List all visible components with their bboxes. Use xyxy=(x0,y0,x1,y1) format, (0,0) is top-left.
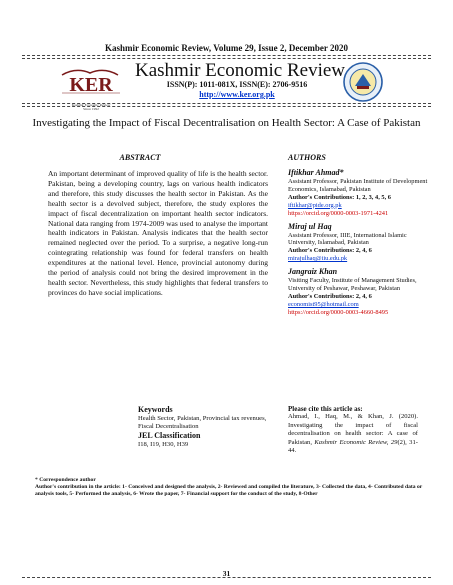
masthead-divider xyxy=(22,106,431,107)
keywords-section xyxy=(138,405,268,450)
contribution-note: Author's contribution in the article: 1- Conceived and designed the analysis, 2- Reviewed and compiled the literature, 3- Collected the data, 4- Contributed data or analysis tools, 5- Performed the analysis, 6- Wrote the paper, 7- Financial support for the conduct of the study, 8-Other xyxy=(35,484,423,498)
author-affiliation: Assistant Professor, Pakistan Institute of Development Economics, Islamabad, Pakistan xyxy=(288,178,428,193)
citation-text xyxy=(288,413,418,455)
logo-subtitle: Kashmir Economic Review xyxy=(71,103,111,107)
author-entry xyxy=(288,168,428,218)
seal-icon xyxy=(343,62,383,102)
keywords-text: Health Sector, Pakistan, Provincial tax revenues, Fiscal Decentralisation xyxy=(138,415,267,431)
citation-body: Ahmad, I., Haq, M., & Khan, J. (2020). Investigating the impact of fiscal decentralisation on health sector: A case of Pakistan, xyxy=(288,413,418,446)
citation-journal: Kashmir Economic Review, 29 xyxy=(314,438,398,446)
abstract-text: An important determinant of improved quality of life is the health sector. Pakistan, being a developing country, lags on various health indicators and therefore, this study discusses the health sector in Pakistan. As the health sector is a devolved subject, therefore, the study explores the impact of fiscal decentralization on important health sector indicators. National data ranging from 1974-2009 was used to analyse the important health indicators in Pakistan. Analysis indicates that the health sector remained neglected over the period. To a surprise, a negative long-run cointegrating relationship was found for federal transfers on health expenditures at the national level. Hence, provincial autonomy during the period of analysis could not bring the desired improvement in the health sector. Nevertheless, this study highlights that federal transfers to provinces do have social implications. xyxy=(48,169,268,297)
page-number: 31 xyxy=(222,569,231,578)
authors-list xyxy=(288,168,428,317)
author-entry xyxy=(288,267,428,317)
university-seal xyxy=(343,62,383,102)
keywords-heading: Keywords xyxy=(138,405,173,414)
author-orcid-link[interactable]: https://orcid.org/0000-0003-4660-8495 xyxy=(288,308,389,316)
author-orcid-link[interactable]: https://orcid.org/0000-0003-1971-4241 xyxy=(288,209,389,217)
correspondence-note: * Correspondence author xyxy=(35,477,96,483)
header-divider xyxy=(22,58,431,59)
citation-section xyxy=(288,405,418,455)
author-name: Jangraiz Khan xyxy=(288,267,338,277)
author-affiliation: Assistant Professor, IIIE, International Islamic University, Islamabad, Pakistan xyxy=(288,231,407,247)
author-email-link[interactable]: economist95@hotmail.com xyxy=(288,300,359,308)
author-affiliation: Visiting Faculty, Institute of Management Studies, University of Peshawar, Peshawar, Pakistan xyxy=(288,277,417,293)
ker-logo xyxy=(56,66,126,111)
footnotes xyxy=(35,477,425,499)
author-contributions: Author's Contributions: 2, 4, 6 xyxy=(288,247,372,255)
article-title: Investigating the Impact of Fiscal Decentralisation on Health Sector: A Case of Pakistan xyxy=(32,117,421,129)
journal-issue-line: Kashmir Economic Review, Volume 29, Issue 2, December 2020 xyxy=(105,43,348,53)
jel-codes: I18, I19, H30, H39 xyxy=(138,441,189,449)
author-email-link[interactable]: iftikhar@pide.org.pk xyxy=(288,201,342,209)
author-entry xyxy=(288,222,428,264)
masthead-divider xyxy=(22,103,431,104)
jel-heading: JEL Classification xyxy=(138,431,201,441)
author-contributions: Author's Contributions: 2, 4, 6 xyxy=(288,292,372,300)
citation-tail: (2), 31-44. xyxy=(288,438,418,455)
footer-divider xyxy=(22,577,431,578)
ker-logo-icon xyxy=(56,66,126,98)
logo-text: KER xyxy=(69,74,113,96)
journal-name: Kashmir Economic Review xyxy=(135,60,346,81)
header-divider xyxy=(22,55,431,56)
author-name: Iftikhar Ahmad* xyxy=(288,168,344,177)
author-name: Miraj ul Haq xyxy=(288,221,332,231)
author-email-link[interactable]: mirajulhaq@iiu.edu.pk xyxy=(288,255,348,263)
author-contributions: Author's Contributions: 1, 2, 3, 4, 5, 6 xyxy=(288,193,391,201)
authors-heading: AUTHORS xyxy=(288,153,326,162)
abstract-heading: ABSTRACT xyxy=(119,153,161,162)
journal-url-link[interactable]: http://www.ker.org.pk xyxy=(199,90,275,99)
issn-line: ISSN(P): 1011-081X, ISSN(E): 2706-9516 xyxy=(166,80,308,89)
citation-heading: Please cite this article as: xyxy=(288,405,363,413)
logo-since: Since 1992 xyxy=(83,107,99,111)
